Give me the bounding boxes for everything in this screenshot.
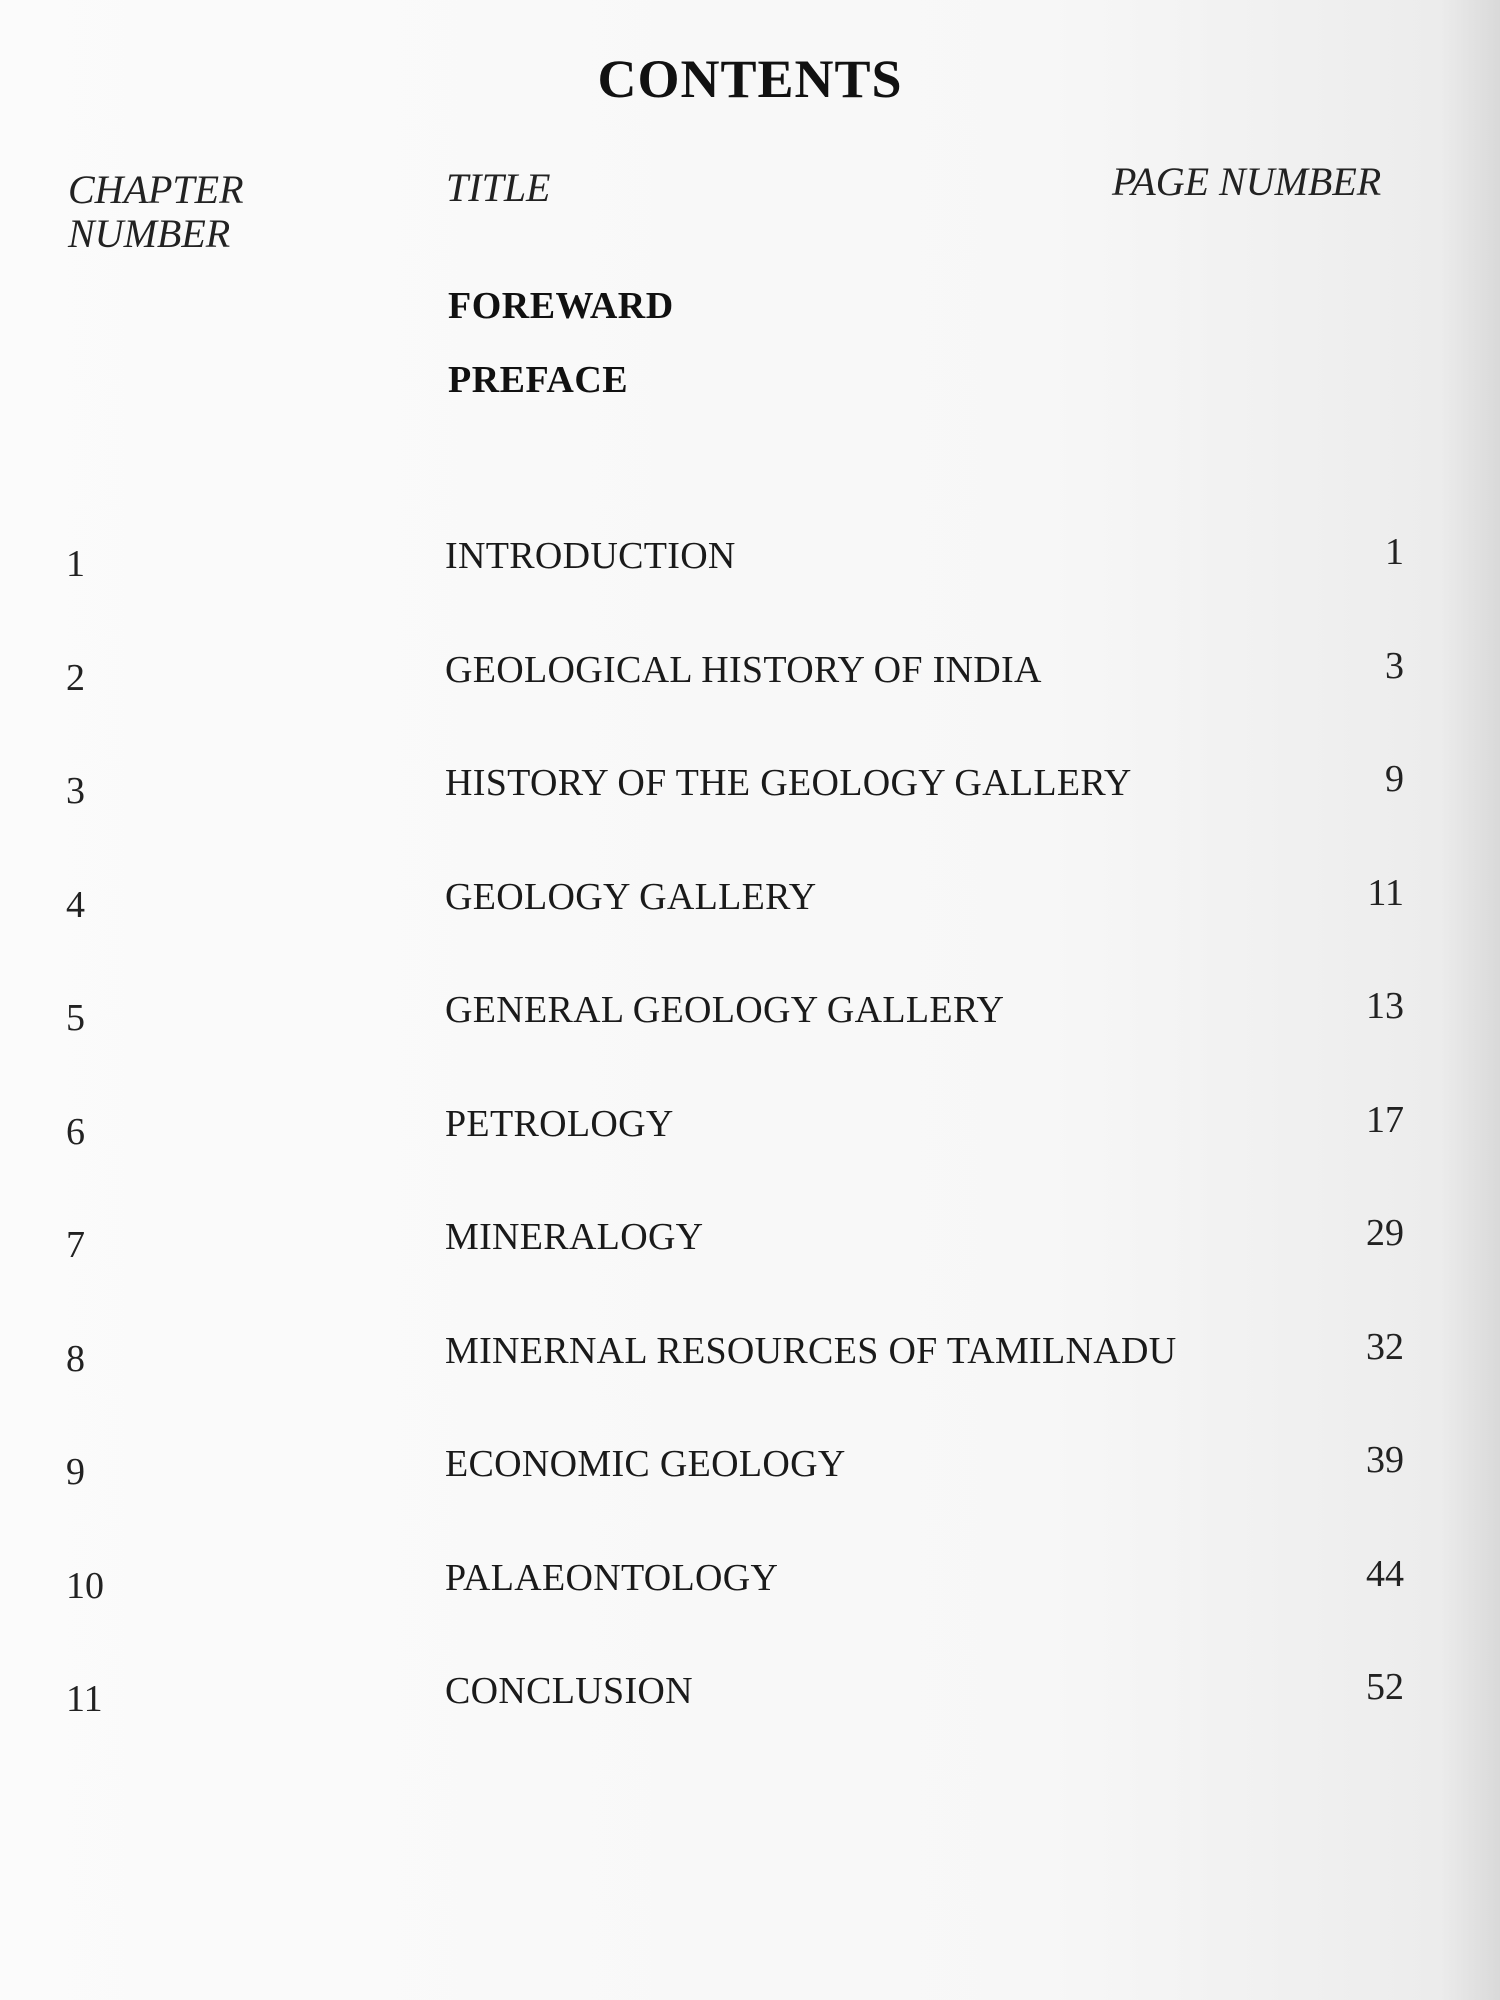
chapter-number: 6 xyxy=(66,1110,85,1153)
page-number: 9 xyxy=(1385,758,1404,800)
chapter-number: 8 xyxy=(66,1337,85,1380)
chapter-title: GEOLOGY GALLERY xyxy=(445,875,817,918)
chapter-number: 10 xyxy=(66,1564,104,1607)
toc-row xyxy=(0,1211,1500,1325)
chapter-title: GEOLOGICAL HISTORY OF INDIA xyxy=(445,648,1042,691)
page-number: 1 xyxy=(1385,531,1404,573)
chapter-title: GENERAL GEOLOGY GALLERY xyxy=(445,989,1005,1031)
toc-row xyxy=(0,757,1500,871)
column-header-title: TITLE xyxy=(446,165,551,210)
column-header-page-number: PAGE NUMBER xyxy=(1112,159,1382,204)
page-number: 39 xyxy=(1366,1439,1404,1481)
page-title: CONTENTS xyxy=(597,49,903,109)
chapter-number: 3 xyxy=(66,770,85,812)
chapter-number: 2 xyxy=(66,656,85,699)
chapter-title: ECONOMIC GEOLOGY xyxy=(445,1443,846,1485)
chapter-title: PALAEONTOLOGY xyxy=(445,1556,779,1599)
page-number: 29 xyxy=(1366,1212,1404,1254)
front-matter-preface: PREFACE xyxy=(448,359,629,401)
page-number: 11 xyxy=(1367,871,1404,914)
chapter-title: HISTORY OF THE GEOLOGY GALLERY xyxy=(445,762,1132,804)
toc-row xyxy=(0,530,1500,644)
page-number: 13 xyxy=(1366,985,1404,1027)
page-number: 17 xyxy=(1366,1098,1404,1141)
table-of-contents xyxy=(0,530,1500,1779)
column-header-chapter-number: CHAPTER NUMBER xyxy=(68,167,244,256)
front-matter-foreward: FOREWARD xyxy=(448,285,674,327)
page-number: 44 xyxy=(1366,1552,1404,1595)
page-number: 52 xyxy=(1366,1666,1404,1708)
toc-row xyxy=(0,644,1500,758)
chapter-title: CONCLUSION xyxy=(445,1670,693,1712)
chapter-title: INTRODUCTION xyxy=(445,535,736,577)
chapter-number: 7 xyxy=(66,1224,85,1266)
toc-row xyxy=(0,1438,1500,1552)
page-number: 3 xyxy=(1385,644,1404,687)
page-number: 32 xyxy=(1366,1325,1404,1368)
chapter-title: MINERALOGY xyxy=(445,1216,704,1258)
chapter-number: 4 xyxy=(66,883,85,926)
toc-row xyxy=(0,871,1500,985)
toc-row xyxy=(0,1325,1500,1439)
toc-row xyxy=(0,984,1500,1098)
toc-row xyxy=(0,1665,1500,1779)
toc-row xyxy=(0,1552,1500,1666)
chapter-number: 5 xyxy=(66,997,85,1039)
chapter-number: 9 xyxy=(66,1451,85,1493)
chapter-number: 11 xyxy=(66,1678,103,1720)
chapter-title: MINERNAL RESOURCES OF TAMILNADU xyxy=(445,1329,1177,1372)
chapter-title: PETROLOGY xyxy=(445,1102,674,1145)
chapter-number: 1 xyxy=(66,543,85,585)
toc-row xyxy=(0,1098,1500,1212)
